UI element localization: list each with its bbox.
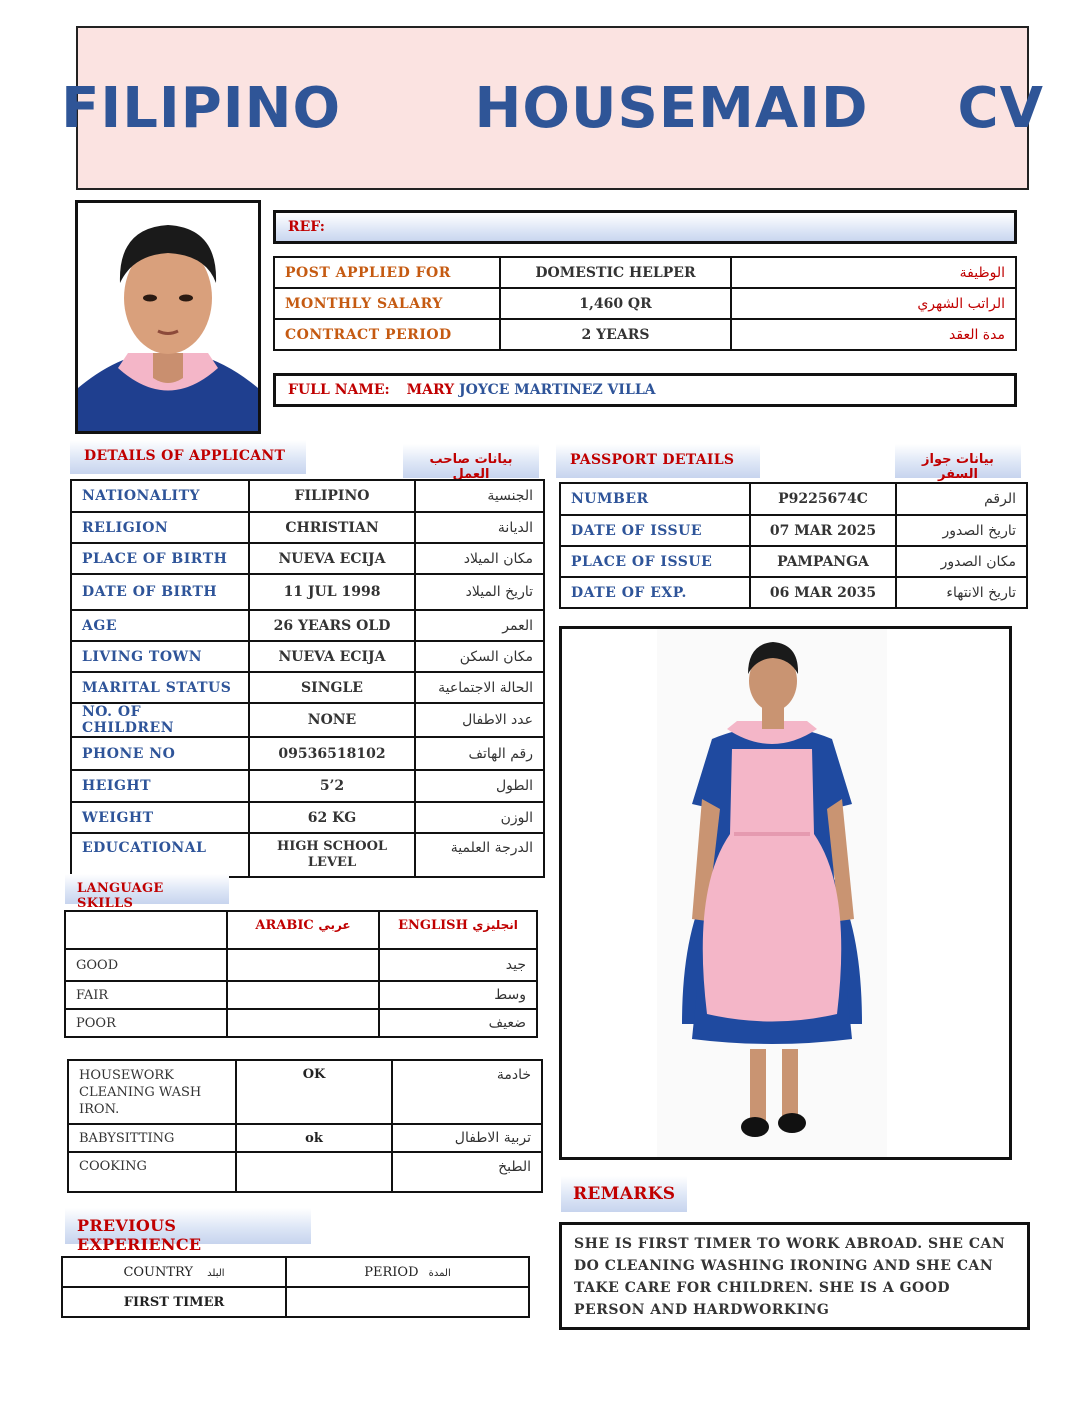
skill-label: HOUSEWORK CLEANING WASH IRON. bbox=[68, 1060, 236, 1124]
arabic-label-ar: عربي bbox=[318, 918, 351, 932]
row-value: 11 JUL 1998 bbox=[249, 574, 415, 610]
full-body-image bbox=[562, 629, 1009, 1157]
row-label: HEIGHT bbox=[71, 770, 249, 802]
applicant-heading-ar: بيانات صاحب العمل bbox=[403, 444, 539, 478]
experience-period bbox=[286, 1287, 529, 1317]
period-label: PERIOD bbox=[364, 1264, 419, 1280]
table-row bbox=[71, 512, 544, 543]
passport-table bbox=[559, 482, 1028, 609]
table-row bbox=[71, 802, 544, 833]
passport-row-label: DATE OF ISSUE bbox=[560, 515, 750, 546]
experience-table bbox=[61, 1256, 530, 1318]
row-label: PHONE NO bbox=[71, 737, 249, 770]
row-label: AGE bbox=[71, 610, 249, 641]
row-value: NUEVA ECIJA bbox=[249, 641, 415, 672]
table-row bbox=[71, 672, 544, 703]
table-row bbox=[65, 1009, 537, 1037]
salary-value: 1,460 QR bbox=[500, 288, 731, 319]
english-label: ENGLISH bbox=[398, 918, 468, 933]
ref-label: REF: bbox=[288, 219, 325, 235]
row-label: LIVING TOWN bbox=[71, 641, 249, 672]
language-table bbox=[64, 910, 538, 1038]
row-label-ar: الجنسية bbox=[415, 480, 544, 512]
row-value: SINGLE bbox=[249, 672, 415, 703]
arabic-column-header bbox=[227, 911, 379, 949]
table-row bbox=[68, 1152, 542, 1192]
salary-label-ar: الراتب الشهري bbox=[731, 288, 1016, 319]
passport-row-value: 07 MAR 2025 bbox=[750, 515, 896, 546]
skill-value bbox=[236, 1152, 392, 1192]
row-label: WEIGHT bbox=[71, 802, 249, 833]
table-row bbox=[560, 577, 1027, 608]
arabic-cell bbox=[227, 1009, 379, 1037]
table-row bbox=[274, 257, 1016, 288]
row-label-ar: تاريخ الميلاد bbox=[415, 574, 544, 610]
post-table bbox=[273, 256, 1017, 351]
row-value: 62 KG bbox=[249, 802, 415, 833]
contract-label-ar: مدة العقد bbox=[731, 319, 1016, 350]
skill-value: OK bbox=[236, 1060, 392, 1124]
table-row bbox=[65, 949, 537, 981]
passport-row-label-ar: مكان الصدور bbox=[896, 546, 1027, 577]
row-value: HIGH SCHOOL LEVEL bbox=[249, 833, 415, 877]
row-label-ar: عدد الاطفال bbox=[415, 703, 544, 737]
row-value: FILIPINO bbox=[249, 480, 415, 512]
applicant-full-photo bbox=[559, 626, 1012, 1160]
table-row bbox=[274, 288, 1016, 319]
language-empty-header bbox=[65, 911, 227, 949]
headshot-image bbox=[78, 203, 258, 431]
row-label: RELIGION bbox=[71, 512, 249, 543]
passport-row-label: NUMBER bbox=[560, 483, 750, 515]
remarks-heading: REMARKS bbox=[561, 1176, 687, 1212]
level-label-ar: وسط bbox=[379, 981, 537, 1009]
skills-table bbox=[67, 1059, 543, 1193]
remarks-text: SHE IS FIRST TIMER TO WORK ABROAD. SHE CAN DO CLEANING WASHING IRONING AND SHE CAN TAKE CARE FOR CHILDREN. SHE IS A GOOD PERSON AND HARDWORKING bbox=[574, 1236, 1006, 1318]
full-name-box bbox=[273, 373, 1017, 407]
row-label: NO. OF CHILDREN bbox=[71, 703, 249, 737]
period-header bbox=[286, 1257, 529, 1287]
row-value: 26 YEARS OLD bbox=[249, 610, 415, 641]
table-row bbox=[71, 770, 544, 802]
table-row bbox=[71, 833, 544, 877]
table-row bbox=[71, 543, 544, 574]
row-label-ar: الطول bbox=[415, 770, 544, 802]
table-row bbox=[71, 703, 544, 737]
table-row bbox=[560, 483, 1027, 515]
passport-heading: PASSPORT DETAILS bbox=[556, 444, 760, 478]
row-label: EDUCATIONAL bbox=[71, 833, 249, 877]
post-label: POST APPLIED FOR bbox=[274, 257, 500, 288]
level-label: POOR bbox=[65, 1009, 227, 1037]
country-label: COUNTRY bbox=[123, 1264, 194, 1280]
post-label-ar: الوظيفة bbox=[731, 257, 1016, 288]
table-row bbox=[62, 1257, 529, 1287]
table-row bbox=[71, 480, 544, 512]
row-label-ar: العمر bbox=[415, 610, 544, 641]
table-row bbox=[71, 737, 544, 770]
country-header bbox=[62, 1257, 286, 1287]
applicant-headshot bbox=[75, 200, 261, 434]
row-label-ar: مكان الميلاد bbox=[415, 543, 544, 574]
page-title: FILIPINO HOUSEMAID CV bbox=[61, 75, 1044, 141]
salary-label: MONTHLY SALARY bbox=[274, 288, 500, 319]
level-label: GOOD bbox=[65, 949, 227, 981]
row-label-ar: مكان السكن bbox=[415, 641, 544, 672]
arabic-cell bbox=[227, 981, 379, 1009]
skill-label: COOKING bbox=[68, 1152, 236, 1192]
experience-country: FIRST TIMER bbox=[62, 1287, 286, 1317]
table-row bbox=[68, 1124, 542, 1152]
row-label: DATE OF BIRTH bbox=[71, 574, 249, 610]
table-row bbox=[62, 1287, 529, 1317]
arabic-cell bbox=[227, 949, 379, 981]
table-row bbox=[71, 574, 544, 610]
english-column-header bbox=[379, 911, 537, 949]
table-row bbox=[71, 641, 544, 672]
row-label: NATIONALITY bbox=[71, 480, 249, 512]
row-label-ar: الحالة الاجتماعية bbox=[415, 672, 544, 703]
passport-row-value: PAMPANGA bbox=[750, 546, 896, 577]
remarks-box bbox=[559, 1222, 1030, 1330]
skill-label: BABYSITTING bbox=[68, 1124, 236, 1152]
table-row bbox=[65, 911, 537, 949]
row-label-ar: الديانة bbox=[415, 512, 544, 543]
full-name-first: MARY bbox=[406, 382, 455, 398]
skill-value: ok bbox=[236, 1124, 392, 1152]
experience-heading: PREVIOUS EXPERIENCE bbox=[65, 1208, 311, 1244]
row-value: NONE bbox=[249, 703, 415, 737]
table-row bbox=[68, 1060, 542, 1124]
applicant-table bbox=[70, 479, 545, 878]
row-label: MARITAL STATUS bbox=[71, 672, 249, 703]
ref-bar bbox=[273, 210, 1017, 244]
level-label-ar: جيد bbox=[379, 949, 537, 981]
passport-row-label-ar: تاريخ الصدور bbox=[896, 515, 1027, 546]
row-value: 09536518102 bbox=[249, 737, 415, 770]
passport-row-label-ar: تاريخ الانتهاء bbox=[896, 577, 1027, 608]
passport-row-label: DATE OF EXP. bbox=[560, 577, 750, 608]
passport-row-value: P9225674C bbox=[750, 483, 896, 515]
full-name-rest: JOYCE MARTINEZ VILLA bbox=[454, 382, 656, 398]
passport-row-value: 06 MAR 2035 bbox=[750, 577, 896, 608]
row-label-ar: رقم الهاتف bbox=[415, 737, 544, 770]
table-row bbox=[71, 610, 544, 641]
passport-row-label-ar: الرقم bbox=[896, 483, 1027, 515]
passport-heading-ar: بيانات جواز السفر bbox=[895, 444, 1021, 478]
english-label-ar: انجليزي bbox=[472, 918, 518, 932]
row-value: NUEVA ECIJA bbox=[249, 543, 415, 574]
table-row bbox=[65, 981, 537, 1009]
language-heading: LANGUAGE SKILLS bbox=[65, 874, 229, 904]
skill-label-ar: تربية الاطفال bbox=[392, 1124, 542, 1152]
table-row bbox=[560, 546, 1027, 577]
row-label-ar: الدرجة العلمية bbox=[415, 833, 544, 877]
table-row bbox=[560, 515, 1027, 546]
skill-label-ar: خادمة bbox=[392, 1060, 542, 1124]
row-label: PLACE OF BIRTH bbox=[71, 543, 249, 574]
row-value: CHRISTIAN bbox=[249, 512, 415, 543]
arabic-label: ARABIC bbox=[255, 918, 314, 933]
row-label-ar: الوزن bbox=[415, 802, 544, 833]
post-value: DOMESTIC HELPER bbox=[500, 257, 731, 288]
contract-label: CONTRACT PERIOD bbox=[274, 319, 500, 350]
passport-row-label: PLACE OF ISSUE bbox=[560, 546, 750, 577]
level-label: FAIR bbox=[65, 981, 227, 1009]
applicant-heading: DETAILS OF APPLICANT bbox=[70, 440, 306, 474]
level-label-ar: ضعيف bbox=[379, 1009, 537, 1037]
title-banner bbox=[61, 26, 1044, 190]
full-name-label: FULL NAME: bbox=[288, 382, 390, 398]
country-label-ar: البلد bbox=[207, 1267, 225, 1279]
contract-value: 2 YEARS bbox=[500, 319, 731, 350]
row-value: 5’2 bbox=[249, 770, 415, 802]
skill-label-ar: الطبخ bbox=[392, 1152, 542, 1192]
table-row bbox=[274, 319, 1016, 350]
period-label-ar: المدة bbox=[428, 1267, 451, 1279]
